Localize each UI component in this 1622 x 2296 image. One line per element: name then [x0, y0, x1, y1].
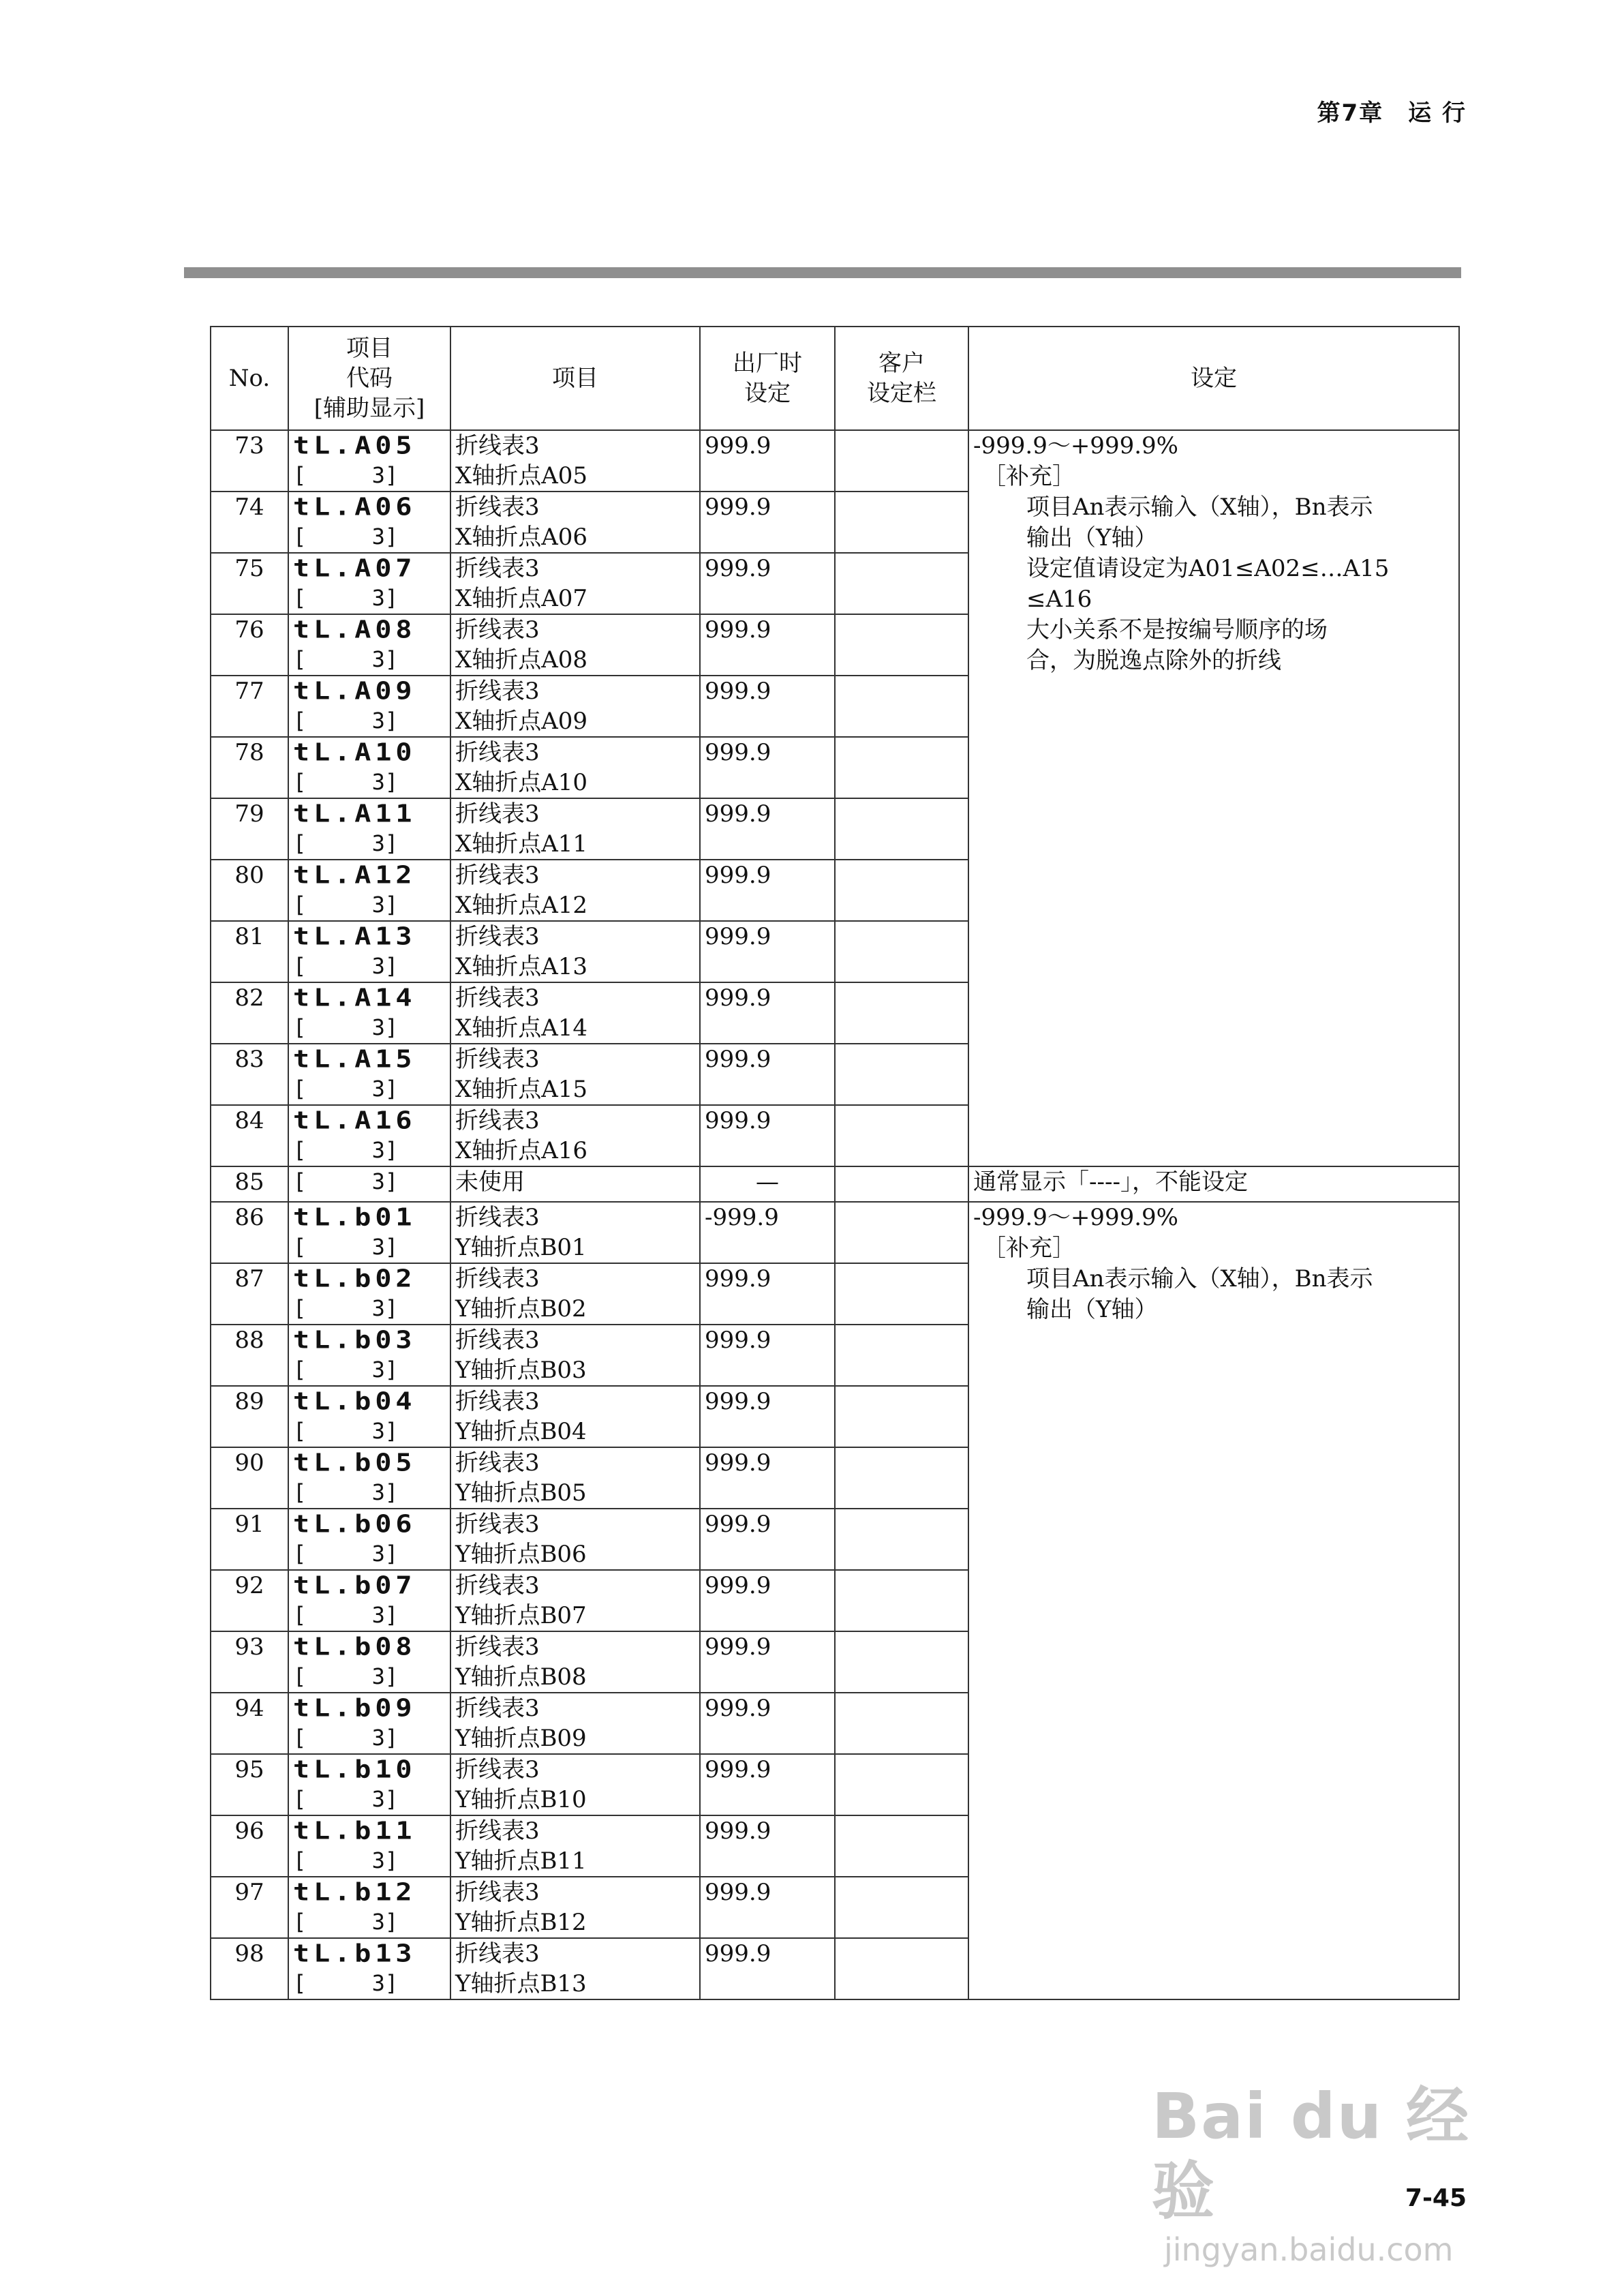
row-item-name	[450, 676, 700, 737]
table-row	[211, 1166, 1459, 1202]
row-customer-setting	[835, 553, 968, 614]
aux-display: [ 3]	[293, 1014, 399, 1040]
item-name-line1: 折线表3	[455, 923, 540, 950]
segment-display-code: tL.b02	[293, 1265, 416, 1293]
segment-display-code: tL.b08	[293, 1633, 416, 1661]
row-code	[288, 1570, 450, 1631]
item-name-line2: X轴折点A13	[455, 953, 588, 980]
segment-display-code: tL.b10	[293, 1755, 416, 1784]
row-code	[288, 1166, 450, 1202]
row-customer-setting	[835, 1754, 968, 1815]
row-item-name	[450, 614, 700, 676]
row-factory-setting: 999.9	[700, 1325, 835, 1386]
segment-display-code: tL.b07	[293, 1571, 416, 1600]
item-name-line1: 折线表3	[455, 800, 540, 828]
row-factory-setting: 999.9	[700, 982, 835, 1044]
row-customer-setting	[835, 1815, 968, 1877]
col-header-code-line2: 代码	[346, 365, 393, 392]
row-item-name	[450, 737, 700, 798]
aux-display: [ 3]	[293, 1663, 399, 1689]
row-factory-setting: 999.9	[700, 430, 835, 492]
col-header-item: 项目	[450, 327, 700, 430]
row-item-name	[450, 1754, 700, 1815]
item-name-line2: X轴折点A06	[455, 524, 588, 551]
item-name-line2: Y轴折点B03	[455, 1357, 587, 1384]
segment-display-code: tL.A11	[293, 800, 416, 828]
row-customer-setting	[835, 1325, 968, 1386]
row-factory-setting: 999.9	[700, 676, 835, 737]
row-code	[288, 614, 450, 676]
aux-display: [ 3]	[293, 1357, 399, 1383]
item-name-line2: Y轴折点B02	[455, 1295, 587, 1323]
row-customer-setting	[835, 430, 968, 492]
row-factory-setting: 999.9	[700, 1263, 835, 1325]
table-header	[211, 327, 1459, 430]
row-factory-setting: 999.9	[700, 1877, 835, 1938]
row-customer-setting	[835, 676, 968, 737]
col-header-code-line1: 项目	[346, 335, 393, 362]
row-no: 95	[211, 1754, 288, 1815]
parameter-table	[210, 326, 1460, 2000]
row-item-name	[450, 1263, 700, 1325]
row-no: 75	[211, 553, 288, 614]
item-name-line2: X轴折点A09	[455, 708, 588, 735]
segment-display-code: tL.b09	[293, 1694, 416, 1723]
row-item-name	[450, 1105, 700, 1166]
row-no: 79	[211, 798, 288, 860]
row-customer-setting	[835, 1509, 968, 1570]
row-customer-setting	[835, 1263, 968, 1325]
aux-display: [ 3]	[293, 1602, 399, 1628]
row-no: 82	[211, 982, 288, 1044]
setting-range: -999.9～+999.9%	[973, 432, 1178, 459]
row-customer-setting	[835, 1447, 968, 1509]
page-number: 7-45	[1405, 2184, 1467, 2212]
aux-display: [ 3]	[293, 462, 399, 488]
row-factory-setting: 999.9	[700, 1509, 835, 1570]
row-no: 89	[211, 1386, 288, 1447]
segment-display-code: tL.A12	[293, 861, 416, 890]
item-name-line2: X轴折点A11	[455, 830, 588, 858]
row-no: 77	[211, 676, 288, 737]
row-no: 88	[211, 1325, 288, 1386]
row-no: 74	[211, 492, 288, 553]
row-no: 91	[211, 1509, 288, 1570]
segment-display-code: tL.A14	[293, 984, 416, 1012]
item-name-line1: 折线表3	[455, 1204, 540, 1231]
setting-note: 输出（Y轴）	[1026, 524, 1158, 552]
row-factory-setting: 999.9	[700, 737, 835, 798]
setting-note: 合，为脱逸点除外的折线	[1026, 647, 1281, 674]
aux-display: [ 3]	[293, 1418, 399, 1444]
row-no: 83	[211, 1044, 288, 1105]
aux-display: [ 3]	[293, 1541, 399, 1567]
segment-display-code: tL.A06	[293, 493, 416, 522]
aux-display: [ 3]	[293, 1234, 399, 1260]
setting-note: 项目An表示输入（X轴），Bn表示	[1026, 1265, 1373, 1293]
item-name-line1: 折线表3	[455, 1695, 540, 1722]
item-name-line1: 折线表3	[455, 1879, 540, 1906]
row-no: 87	[211, 1263, 288, 1325]
row-item-name	[450, 1044, 700, 1105]
row-no: 80	[211, 860, 288, 921]
item-name-line1: 折线表3	[455, 1388, 540, 1415]
row-customer-setting	[835, 1877, 968, 1938]
item-name-line2: Y轴折点B08	[455, 1663, 587, 1691]
row-code	[288, 1044, 450, 1105]
row-customer-setting	[835, 798, 968, 860]
row-factory-setting: -999.9	[700, 1202, 835, 1263]
item-name-line2: Y轴折点B06	[455, 1541, 587, 1568]
row-customer-setting	[835, 1386, 968, 1447]
aux-display: [ 3]	[293, 1479, 399, 1505]
setting-supplement: ［补充］	[983, 463, 1075, 490]
segment-display-code: tL.A07	[293, 554, 416, 583]
col-header-factory	[700, 327, 835, 430]
row-code	[288, 553, 450, 614]
col-header-factory-line2: 设定	[744, 380, 791, 407]
row-code	[288, 1938, 450, 1999]
row-code	[288, 1631, 450, 1693]
item-name-line2: Y轴折点B09	[455, 1725, 587, 1752]
row-customer-setting	[835, 1938, 968, 1999]
row-no: 86	[211, 1202, 288, 1263]
row-factory-setting: 999.9	[700, 1570, 835, 1631]
segment-display-code: tL.A08	[293, 616, 416, 644]
item-name-line2: X轴折点A05	[455, 462, 588, 489]
item-name-line1: 未使用	[455, 1168, 525, 1196]
table-row	[211, 1202, 1459, 1263]
row-item-name	[450, 1325, 700, 1386]
row-no: 81	[211, 921, 288, 982]
row-factory-setting: 999.9	[700, 1815, 835, 1877]
col-header-code	[288, 327, 450, 430]
setting-note: 输出（Y轴）	[1026, 1296, 1158, 1323]
col-header-no: No.	[211, 327, 288, 430]
aux-display: [ 3]	[293, 646, 399, 672]
aux-display: [ 3]	[293, 585, 399, 611]
item-name-line1: 折线表3	[455, 984, 540, 1012]
setting-group-a	[968, 430, 1459, 1166]
row-customer-setting	[835, 921, 968, 982]
row-code	[288, 1693, 450, 1754]
row-item-name	[450, 798, 700, 860]
row-no: 98	[211, 1938, 288, 1999]
segment-display-code: tL.A10	[293, 738, 416, 767]
aux-display: [ 3]	[293, 1295, 399, 1321]
segment-display-code: tL.b06	[293, 1510, 416, 1539]
item-name-line1: 折线表3	[455, 494, 540, 521]
row-factory-setting: 999.9	[700, 1693, 835, 1754]
row-item-name	[450, 1386, 700, 1447]
watermark	[1152, 2079, 1533, 2268]
aux-display: [ 3]	[293, 524, 399, 549]
item-name-line2: X轴折点A14	[455, 1014, 588, 1042]
watermark-url: jingyan.baidu.com	[1164, 2231, 1454, 2268]
row-item-name	[450, 1693, 700, 1754]
item-name-line2: Y轴折点B01	[455, 1234, 587, 1261]
item-name-line1: 折线表3	[455, 1046, 540, 1073]
item-name-line1: 折线表3	[455, 555, 540, 582]
aux-display: [ 3]	[293, 1847, 399, 1873]
row-no: 96	[211, 1815, 288, 1877]
row-no: 85	[211, 1166, 288, 1202]
row-code	[288, 1877, 450, 1938]
aux-display: [ 3]	[293, 1168, 399, 1194]
row-code	[288, 860, 450, 921]
row-factory-setting: 999.9	[700, 1631, 835, 1693]
item-name-line1: 折线表3	[455, 1327, 540, 1354]
row-item-name	[450, 1877, 700, 1938]
item-name-line2: Y轴折点B11	[455, 1847, 587, 1875]
row-no: 78	[211, 737, 288, 798]
segment-display-code: tL.b13	[293, 1939, 416, 1968]
row-factory-setting: 999.9	[700, 1044, 835, 1105]
item-name-line2: X轴折点A15	[455, 1076, 588, 1103]
setting-row85: 通常显示「----」，不能设定	[968, 1166, 1459, 1202]
row-item-name	[450, 860, 700, 921]
row-no: 90	[211, 1447, 288, 1509]
setting-note: ≤A16	[1026, 586, 1092, 613]
row-code	[288, 430, 450, 492]
item-name-line1: 折线表3	[455, 1633, 540, 1661]
col-header-setting: 设定	[968, 327, 1459, 430]
row-code	[288, 1509, 450, 1570]
col-header-customer	[835, 327, 968, 430]
header-rule	[184, 267, 1461, 278]
item-name-line1: 折线表3	[455, 1940, 540, 1967]
item-name-line1: 折线表3	[455, 1511, 540, 1538]
setting-supplement: ［补充］	[983, 1235, 1075, 1262]
row-factory-setting: 999.9	[700, 921, 835, 982]
row-code	[288, 492, 450, 553]
col-header-factory-line1: 出厂时	[733, 350, 802, 377]
row-item-name	[450, 1815, 700, 1877]
item-name-line1: 折线表3	[455, 1265, 540, 1293]
item-name-line2: X轴折点A08	[455, 646, 588, 674]
item-name-line1: 折线表3	[455, 1756, 540, 1783]
row-code	[288, 676, 450, 737]
row-customer-setting	[835, 1570, 968, 1631]
row-factory-setting: 999.9	[700, 1938, 835, 1999]
row-customer-setting	[835, 1202, 968, 1263]
row-no: 92	[211, 1570, 288, 1631]
row-customer-setting	[835, 1166, 968, 1202]
item-name-line1: 折线表3	[455, 1817, 540, 1845]
row-customer-setting	[835, 614, 968, 676]
row-item-name	[450, 921, 700, 982]
item-name-line2: X轴折点A07	[455, 585, 588, 612]
row-factory-setting: 999.9	[700, 614, 835, 676]
item-name-line2: Y轴折点B04	[455, 1418, 587, 1445]
item-name-line2: X轴折点A12	[455, 892, 588, 919]
row-customer-setting	[835, 1631, 968, 1693]
item-name-line2: Y轴折点B07	[455, 1602, 587, 1629]
row-item-name	[450, 1509, 700, 1570]
row-item-name	[450, 1447, 700, 1509]
row-item-name	[450, 1202, 700, 1263]
segment-display-code: tL.b04	[293, 1387, 416, 1416]
row-item-name	[450, 1570, 700, 1631]
row-factory-setting: 999.9	[700, 1754, 835, 1815]
row-item-name	[450, 1166, 700, 1202]
item-name-line2: Y轴折点B05	[455, 1479, 587, 1507]
segment-display-code: tL.b01	[293, 1203, 416, 1232]
segment-display-code: tL.A16	[293, 1106, 416, 1135]
watermark-logo: Bai du 经验	[1152, 2080, 1471, 2228]
row-code	[288, 1754, 450, 1815]
item-name-line1: 折线表3	[455, 1449, 540, 1477]
aux-display: [ 3]	[293, 1076, 399, 1102]
table-row	[211, 430, 1459, 492]
row-no: 73	[211, 430, 288, 492]
row-no: 97	[211, 1877, 288, 1938]
row-code	[288, 798, 450, 860]
row-code	[288, 737, 450, 798]
row-code	[288, 1105, 450, 1166]
aux-display: [ 3]	[293, 1725, 399, 1751]
row-factory-setting: 999.9	[700, 1386, 835, 1447]
row-code	[288, 982, 450, 1044]
row-no: 94	[211, 1693, 288, 1754]
row-factory-setting: 999.9	[700, 553, 835, 614]
row-customer-setting	[835, 982, 968, 1044]
row-factory-setting: 999.9	[700, 798, 835, 860]
setting-note: 设定值请设定为A01≤A02≤…A15	[1026, 555, 1390, 582]
aux-display: [ 3]	[293, 708, 399, 734]
row-customer-setting	[835, 492, 968, 553]
segment-display-code: tL.b05	[293, 1449, 416, 1477]
item-name-line2: Y轴折点B12	[455, 1909, 587, 1936]
row-customer-setting	[835, 1044, 968, 1105]
row-item-name	[450, 982, 700, 1044]
aux-display: [ 3]	[293, 892, 399, 918]
segment-display-code: tL.A05	[293, 432, 416, 460]
chapter-header: 第7章 运 行	[1317, 100, 1467, 127]
row-customer-setting	[835, 737, 968, 798]
row-item-name	[450, 553, 700, 614]
aux-display: [ 3]	[293, 1786, 399, 1812]
item-name-line1: 折线表3	[455, 1572, 540, 1599]
setting-range: -999.9～+999.9%	[973, 1204, 1178, 1231]
row-code	[288, 1325, 450, 1386]
col-header-code-line3: [辅助显示]	[313, 395, 425, 422]
item-name-line1: 折线表3	[455, 739, 540, 766]
row-item-name	[450, 492, 700, 553]
item-name-line2: Y轴折点B13	[455, 1970, 587, 1997]
item-name-line1: 折线表3	[455, 616, 540, 644]
row-code	[288, 1386, 450, 1447]
col-header-customer-line2: 设定栏	[867, 380, 936, 407]
row-item-name	[450, 1631, 700, 1693]
setting-note: 大小关系不是按编号顺序的场	[1026, 616, 1328, 644]
row-factory-setting: —	[700, 1166, 835, 1202]
aux-display: [ 3]	[293, 830, 399, 856]
row-item-name	[450, 430, 700, 492]
row-factory-setting: 999.9	[700, 492, 835, 553]
item-name-line1: 折线表3	[455, 1107, 540, 1134]
row-code	[288, 1447, 450, 1509]
item-name-line2: Y轴折点B10	[455, 1786, 587, 1813]
setting-group-b	[968, 1202, 1459, 1999]
row-code	[288, 1815, 450, 1877]
row-customer-setting	[835, 1105, 968, 1166]
row-code	[288, 1202, 450, 1263]
item-name-line2: X轴折点A16	[455, 1137, 588, 1164]
row-factory-setting: 999.9	[700, 1447, 835, 1509]
table-body	[211, 430, 1459, 1999]
row-factory-setting: 999.9	[700, 1105, 835, 1166]
setting-note: 项目An表示输入（X轴），Bn表示	[1026, 494, 1373, 521]
row-code	[288, 1263, 450, 1325]
item-name-line1: 折线表3	[455, 862, 540, 889]
segment-display-code: tL.b12	[293, 1878, 416, 1907]
segment-display-code: tL.b11	[293, 1817, 416, 1845]
segment-display-code: tL.A15	[293, 1045, 416, 1074]
aux-display: [ 3]	[293, 1137, 399, 1163]
aux-display: [ 3]	[293, 769, 399, 795]
aux-display: [ 3]	[293, 953, 399, 979]
segment-display-code: tL.b03	[293, 1326, 416, 1355]
row-no: 93	[211, 1631, 288, 1693]
row-customer-setting	[835, 860, 968, 921]
row-code	[288, 921, 450, 982]
item-name-line1: 折线表3	[455, 432, 540, 459]
segment-display-code: tL.A09	[293, 677, 416, 706]
row-no: 76	[211, 614, 288, 676]
row-customer-setting	[835, 1693, 968, 1754]
row-no: 84	[211, 1105, 288, 1166]
aux-display: [ 3]	[293, 1970, 399, 1996]
col-header-customer-line1: 客户	[878, 350, 925, 377]
segment-display-code: tL.A13	[293, 922, 416, 951]
item-name-line2: X轴折点A10	[455, 769, 588, 796]
row-item-name	[450, 1938, 700, 1999]
aux-display: [ 3]	[293, 1909, 399, 1935]
row-factory-setting: 999.9	[700, 860, 835, 921]
item-name-line1: 折线表3	[455, 678, 540, 705]
